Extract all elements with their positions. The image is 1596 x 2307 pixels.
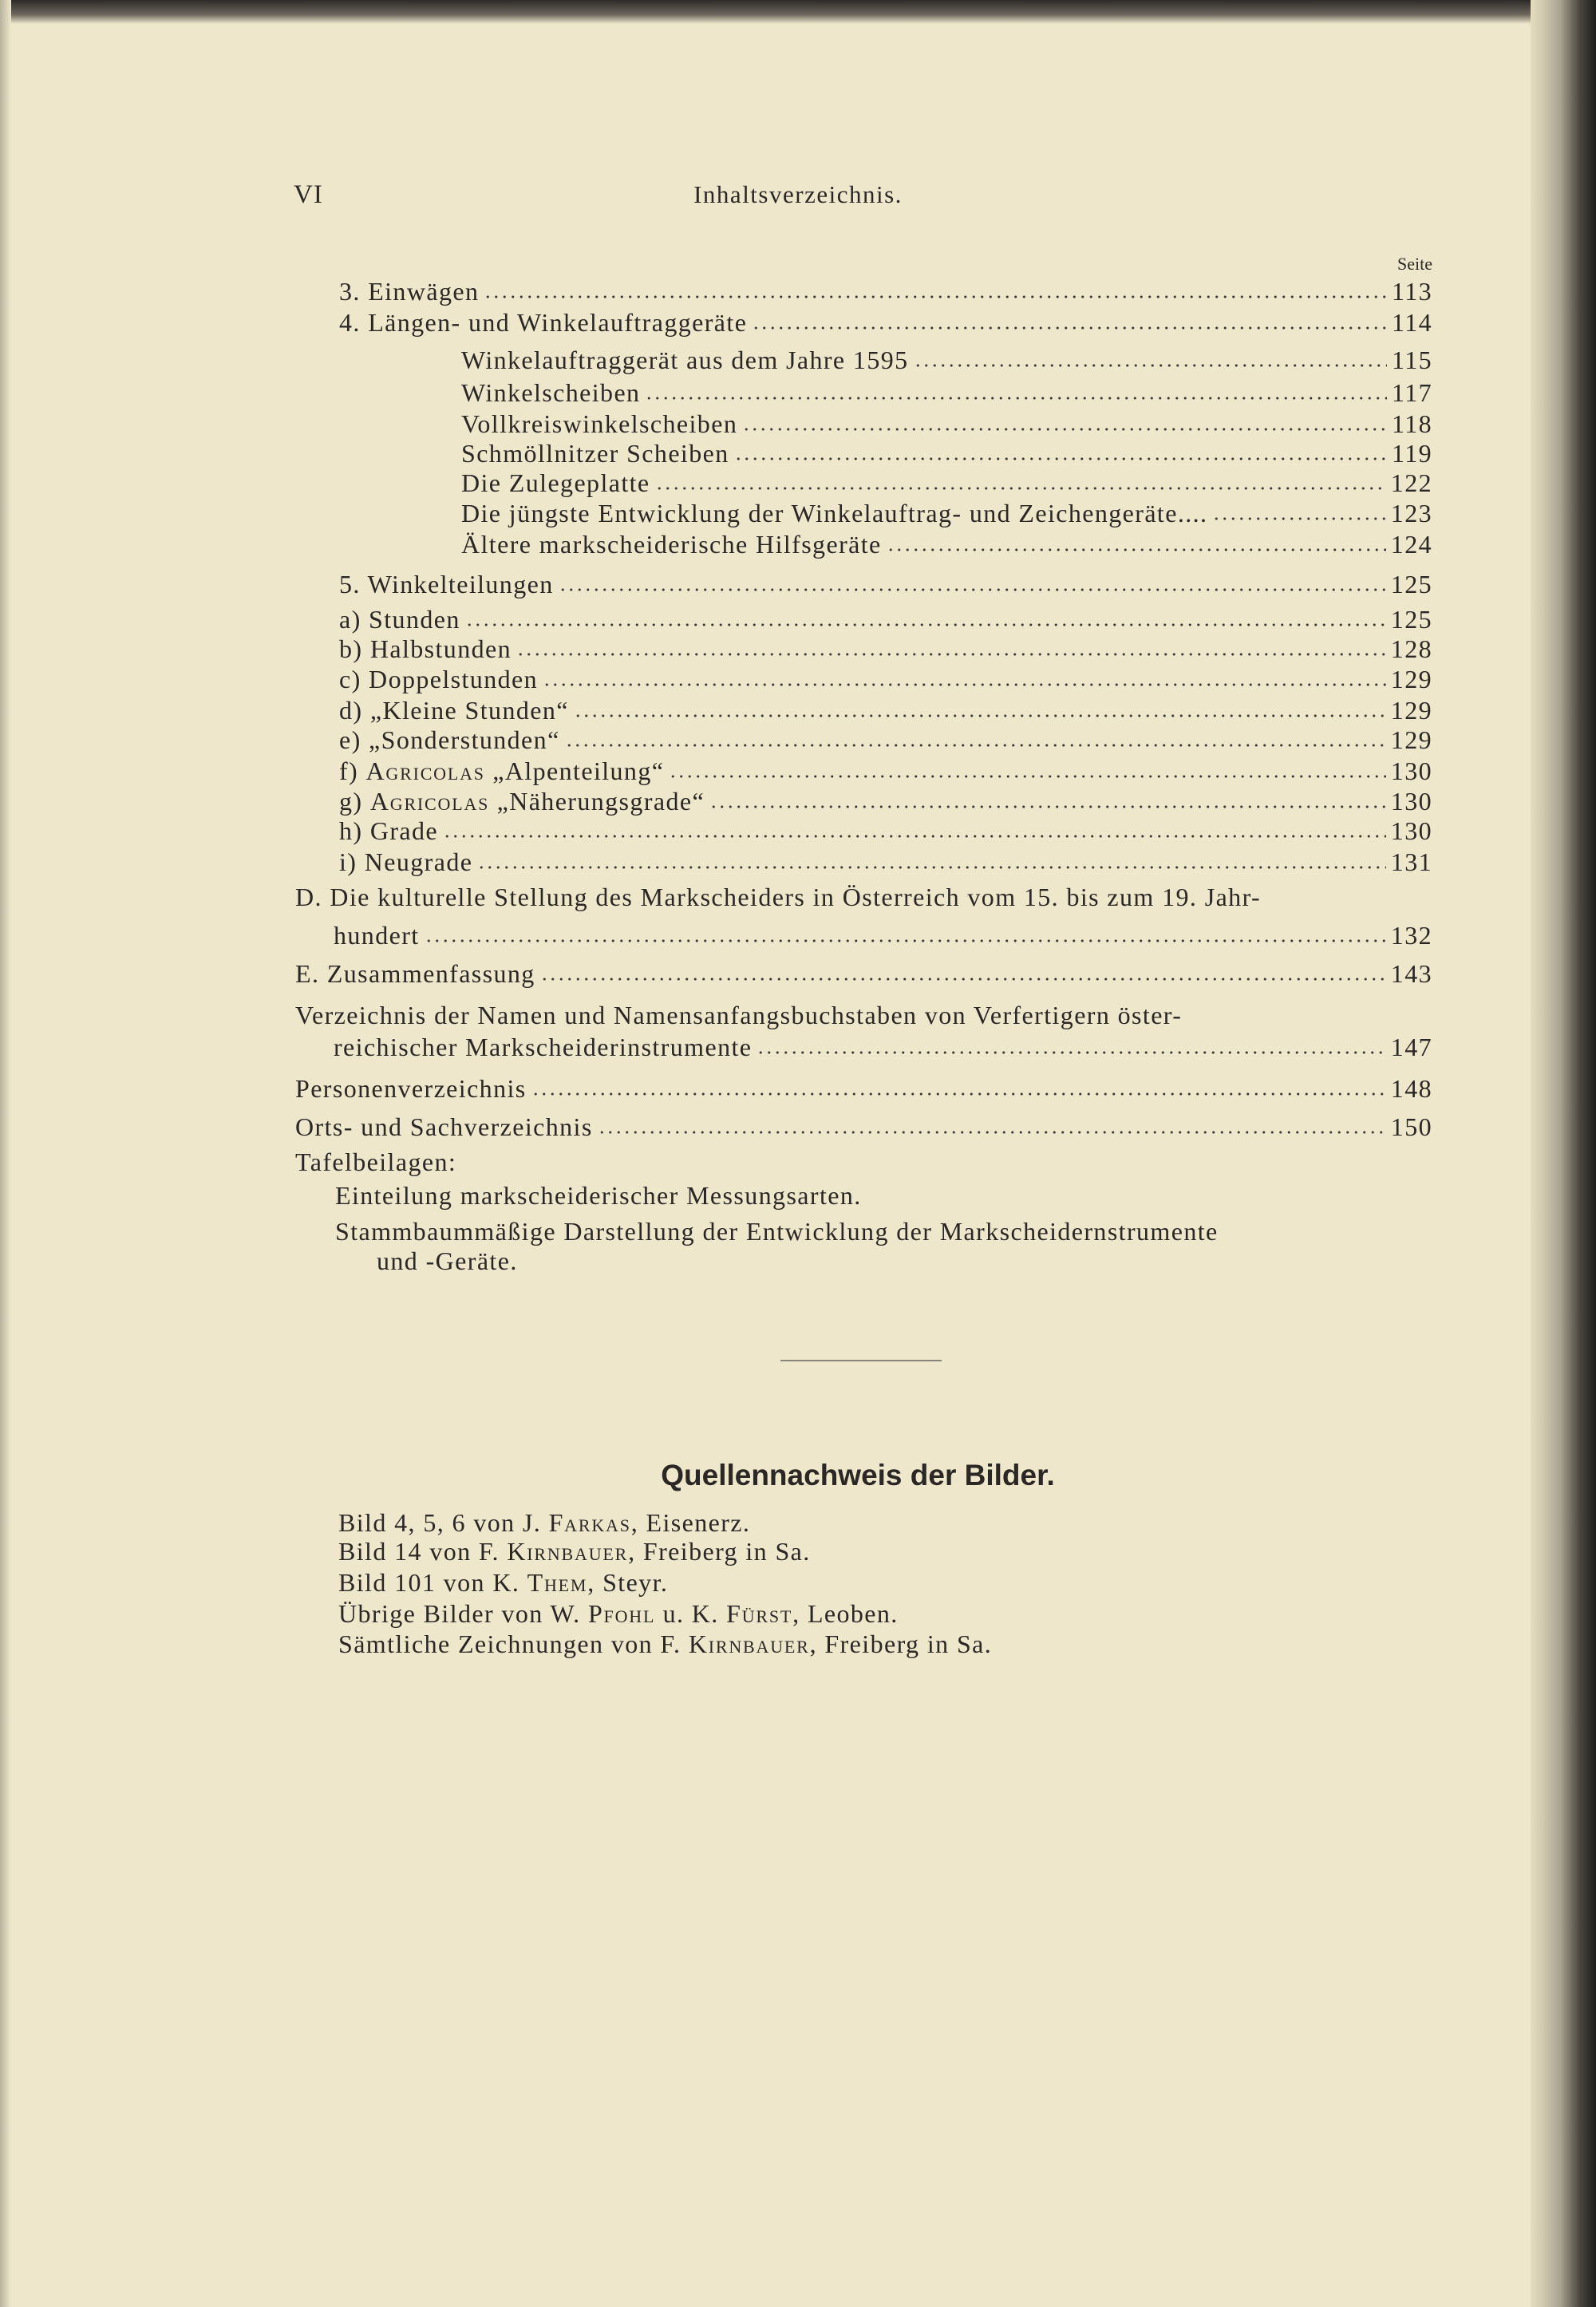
name-small-caps: Agricolas bbox=[365, 756, 485, 785]
toc-entry bbox=[339, 634, 1432, 664]
dot-leader bbox=[540, 974, 1386, 982]
toc-entry bbox=[295, 958, 1432, 989]
name-small-caps: Kirnbauer bbox=[507, 1537, 629, 1566]
toc-entry bbox=[334, 920, 1432, 950]
plate-item: Einteilung markscheiderischer Messungsarten. bbox=[335, 1181, 862, 1210]
dot-leader bbox=[531, 1089, 1386, 1097]
text-part: Schmöllnitzer Scheiben bbox=[461, 439, 729, 468]
text-part: u. K. bbox=[655, 1599, 727, 1628]
text-part: , Freiberg in Sa. bbox=[628, 1537, 811, 1566]
toc-entry-title bbox=[339, 664, 538, 694]
toc-entry-page: 131 bbox=[1390, 847, 1432, 876]
text-part: Orts- und Sachverzeichnis bbox=[295, 1112, 593, 1141]
toc-entry bbox=[339, 695, 1432, 725]
toc-entry-page: 147 bbox=[1390, 1033, 1432, 1061]
toc-entry-title bbox=[461, 498, 1207, 528]
dot-leader bbox=[598, 1128, 1386, 1136]
toc-entry-page: 129 bbox=[1390, 665, 1432, 693]
text-part: , Eisenerz. bbox=[630, 1508, 751, 1537]
dot-leader bbox=[443, 832, 1386, 839]
toc-entry-title bbox=[339, 816, 438, 846]
dot-leader bbox=[465, 620, 1386, 628]
source-line bbox=[338, 1507, 750, 1538]
text-part: a) Stunden bbox=[339, 605, 460, 634]
dot-leader bbox=[645, 393, 1387, 401]
plate-item: und -Geräte. bbox=[377, 1246, 518, 1275]
source-line bbox=[338, 1567, 668, 1598]
toc-entry-title bbox=[339, 847, 472, 877]
toc-entry bbox=[461, 377, 1432, 408]
text-part: hundert bbox=[334, 921, 420, 950]
toc-entry-page: 128 bbox=[1390, 634, 1432, 663]
toc-entry-page: 132 bbox=[1390, 921, 1432, 950]
running-title: Inhaltsverzeichnis. bbox=[693, 180, 903, 208]
text-part: Die Zulegeplatte bbox=[461, 468, 650, 497]
text-part: Bild 101 von K. bbox=[338, 1568, 527, 1597]
name-small-caps: Farkas bbox=[548, 1508, 631, 1537]
name-small-caps: Kirnbauer bbox=[688, 1630, 810, 1658]
dot-leader bbox=[484, 292, 1387, 300]
text-part: Ältere markscheiderische Hilfsgeräte bbox=[461, 530, 882, 559]
toc-entry-title bbox=[461, 377, 640, 408]
toc-entry bbox=[339, 664, 1432, 694]
name-small-caps: Agricolas bbox=[369, 787, 490, 816]
toc-entry-page: 125 bbox=[1390, 605, 1432, 634]
toc-entry bbox=[334, 1032, 1432, 1062]
toc-entry bbox=[339, 786, 1432, 816]
toc-entry-title bbox=[461, 345, 909, 375]
toc-entry-page: 125 bbox=[1390, 570, 1432, 598]
toc-entry-page: 118 bbox=[1391, 409, 1432, 438]
text-part: Übrige Bilder von W. bbox=[338, 1599, 588, 1628]
toc-entry bbox=[339, 816, 1432, 846]
text-part: c) Doppelstunden bbox=[339, 665, 539, 693]
toc-entry-page: 114 bbox=[1391, 308, 1432, 337]
dot-leader bbox=[734, 454, 1387, 462]
toc-entry bbox=[295, 1112, 1432, 1142]
toc-entry-title bbox=[461, 438, 729, 468]
text-part: Winkelauftraggerät aus dem Jahre 1595 bbox=[461, 346, 909, 374]
toc-entry bbox=[461, 409, 1432, 439]
toc-entry bbox=[461, 498, 1432, 528]
text-part: 5. Winkelteilungen bbox=[339, 570, 554, 598]
toc-entry-page: 129 bbox=[1390, 725, 1432, 754]
name-small-caps: Pfohl bbox=[587, 1599, 656, 1628]
source-line bbox=[338, 1629, 992, 1659]
toc-entry-first-line: Verzeichnis der Namen und Namensanfangsbuchstaben von Verfertigern öster- bbox=[295, 1001, 1183, 1029]
toc-entry-page: 122 bbox=[1390, 468, 1432, 497]
toc-entry-page: 130 bbox=[1390, 787, 1432, 816]
dot-leader bbox=[914, 361, 1387, 369]
page-number: VI bbox=[294, 180, 323, 209]
toc-entry bbox=[461, 438, 1432, 468]
toc-entry-page: 129 bbox=[1390, 696, 1432, 725]
toc-entry-title bbox=[295, 1073, 527, 1104]
toc-entry bbox=[339, 725, 1432, 755]
dot-leader bbox=[709, 802, 1386, 810]
text-part: g) bbox=[339, 787, 370, 816]
dot-leader bbox=[559, 585, 1386, 593]
toc-entry-title bbox=[461, 468, 650, 498]
toc-entry-title bbox=[295, 958, 535, 989]
toc-entry-page: 130 bbox=[1390, 756, 1432, 785]
toc-entry-page: 130 bbox=[1390, 816, 1432, 845]
dot-leader bbox=[516, 650, 1386, 658]
text-part: e) „Sonderstunden“ bbox=[339, 725, 560, 754]
text-part: Winkelscheiben bbox=[461, 378, 641, 407]
toc-entry-title bbox=[334, 1032, 752, 1062]
dot-leader bbox=[543, 680, 1386, 688]
text-part: 3. Einwägen bbox=[339, 277, 480, 306]
toc-entry bbox=[339, 756, 1432, 786]
dot-leader bbox=[887, 545, 1386, 553]
text-part: Vollkreiswinkelscheiben bbox=[461, 409, 738, 438]
toc-entry-title bbox=[334, 920, 420, 950]
dot-leader bbox=[574, 711, 1386, 719]
text-part: , Leoben. bbox=[792, 1599, 899, 1628]
toc-entry-page: 119 bbox=[1391, 439, 1432, 468]
text-part: 4. Längen- und Winkelauftraggeräte bbox=[339, 308, 748, 337]
toc-entry bbox=[339, 569, 1432, 599]
plates-heading: Tafelbeilagen: bbox=[295, 1148, 457, 1176]
source-line bbox=[338, 1598, 899, 1629]
dot-leader bbox=[742, 425, 1387, 433]
scan-left-edge bbox=[0, 0, 11, 2307]
toc-entry-title bbox=[339, 604, 460, 634]
dot-leader bbox=[1212, 514, 1385, 522]
toc-entry-title bbox=[461, 529, 882, 559]
dot-leader bbox=[752, 323, 1387, 331]
text-part: Bild 14 von F. bbox=[338, 1537, 508, 1566]
toc-entry bbox=[339, 276, 1432, 306]
toc-entry bbox=[295, 1073, 1432, 1104]
toc-entry-title bbox=[339, 276, 479, 306]
dot-leader bbox=[669, 772, 1385, 780]
toc-entry-first-line: D. Die kulturelle Stellung des Markscheiders in Österreich vom 15. bis zum 19. Jahr- bbox=[295, 883, 1262, 911]
text-part: „Näherungsgrade“ bbox=[489, 787, 705, 816]
toc-entry-title bbox=[295, 1112, 593, 1142]
dot-leader bbox=[655, 484, 1386, 492]
toc-entry bbox=[339, 847, 1432, 877]
dot-leader bbox=[477, 863, 1385, 871]
toc-entry bbox=[339, 604, 1432, 634]
toc-entry-page: 115 bbox=[1391, 346, 1432, 374]
toc-entry-page: 123 bbox=[1390, 499, 1432, 527]
text-part: reichischer Markscheiderinstrumente bbox=[334, 1033, 753, 1061]
toc-entry bbox=[461, 468, 1432, 498]
source-line bbox=[338, 1536, 811, 1566]
text-part: i) Neugrade bbox=[339, 847, 473, 876]
text-part: Bild 4, 5, 6 von J. bbox=[338, 1508, 549, 1537]
toc-entry-page: 150 bbox=[1390, 1112, 1432, 1141]
page-column-label: Seite bbox=[1397, 254, 1432, 274]
text-part: Personenverzeichnis bbox=[295, 1074, 527, 1103]
text-part: , Steyr. bbox=[587, 1568, 669, 1597]
sources-title: Quellennachweis der Bilder. bbox=[661, 1459, 1055, 1491]
dot-leader bbox=[757, 1048, 1385, 1056]
toc-entry-page: 148 bbox=[1390, 1074, 1432, 1103]
toc-entry-page: 124 bbox=[1390, 530, 1432, 559]
text-part: f) bbox=[339, 756, 366, 785]
toc-entry-title bbox=[339, 634, 512, 664]
toc-entry-page: 143 bbox=[1390, 959, 1432, 988]
text-part: , Freiberg in Sa. bbox=[809, 1630, 993, 1658]
text-part: Die jüngste Entwicklung der Winkelauftrag- und Zeichengeräte.... bbox=[461, 499, 1208, 527]
scan-page-gutter bbox=[1531, 0, 1596, 2307]
toc-entry-title bbox=[339, 786, 705, 816]
dot-leader bbox=[425, 936, 1386, 944]
toc-entry-page: 117 bbox=[1391, 378, 1432, 407]
text-part: „Alpenteilung“ bbox=[484, 756, 665, 785]
name-small-caps: Them bbox=[527, 1568, 588, 1597]
text-part: h) Grade bbox=[339, 816, 439, 845]
toc-entry-title bbox=[339, 756, 664, 786]
toc-entry-title bbox=[339, 725, 560, 755]
dot-leader bbox=[565, 741, 1386, 749]
text-part: d) „Kleine Stunden“ bbox=[339, 696, 569, 725]
toc-entry-title bbox=[339, 569, 554, 599]
toc-entry bbox=[461, 529, 1432, 559]
toc-entry-title bbox=[339, 695, 569, 725]
toc-entry-title bbox=[339, 307, 747, 338]
text-part: Sämtliche Zeichnungen von F. bbox=[338, 1630, 689, 1658]
section-divider bbox=[780, 1360, 942, 1361]
name-small-caps: Fürst bbox=[726, 1599, 793, 1628]
toc-entry bbox=[339, 307, 1432, 338]
text-part: b) Halbstunden bbox=[339, 634, 512, 663]
plate-item: Stammbaummäßige Darstellung der Entwicklung der Markscheidernstrumente bbox=[335, 1217, 1219, 1246]
toc-entry bbox=[461, 345, 1432, 375]
text-part: E. Zusammenfassung bbox=[295, 959, 535, 988]
toc-entry-page: 113 bbox=[1391, 277, 1432, 306]
scan-top-edge bbox=[0, 0, 1596, 24]
toc-entry-title bbox=[461, 409, 737, 439]
